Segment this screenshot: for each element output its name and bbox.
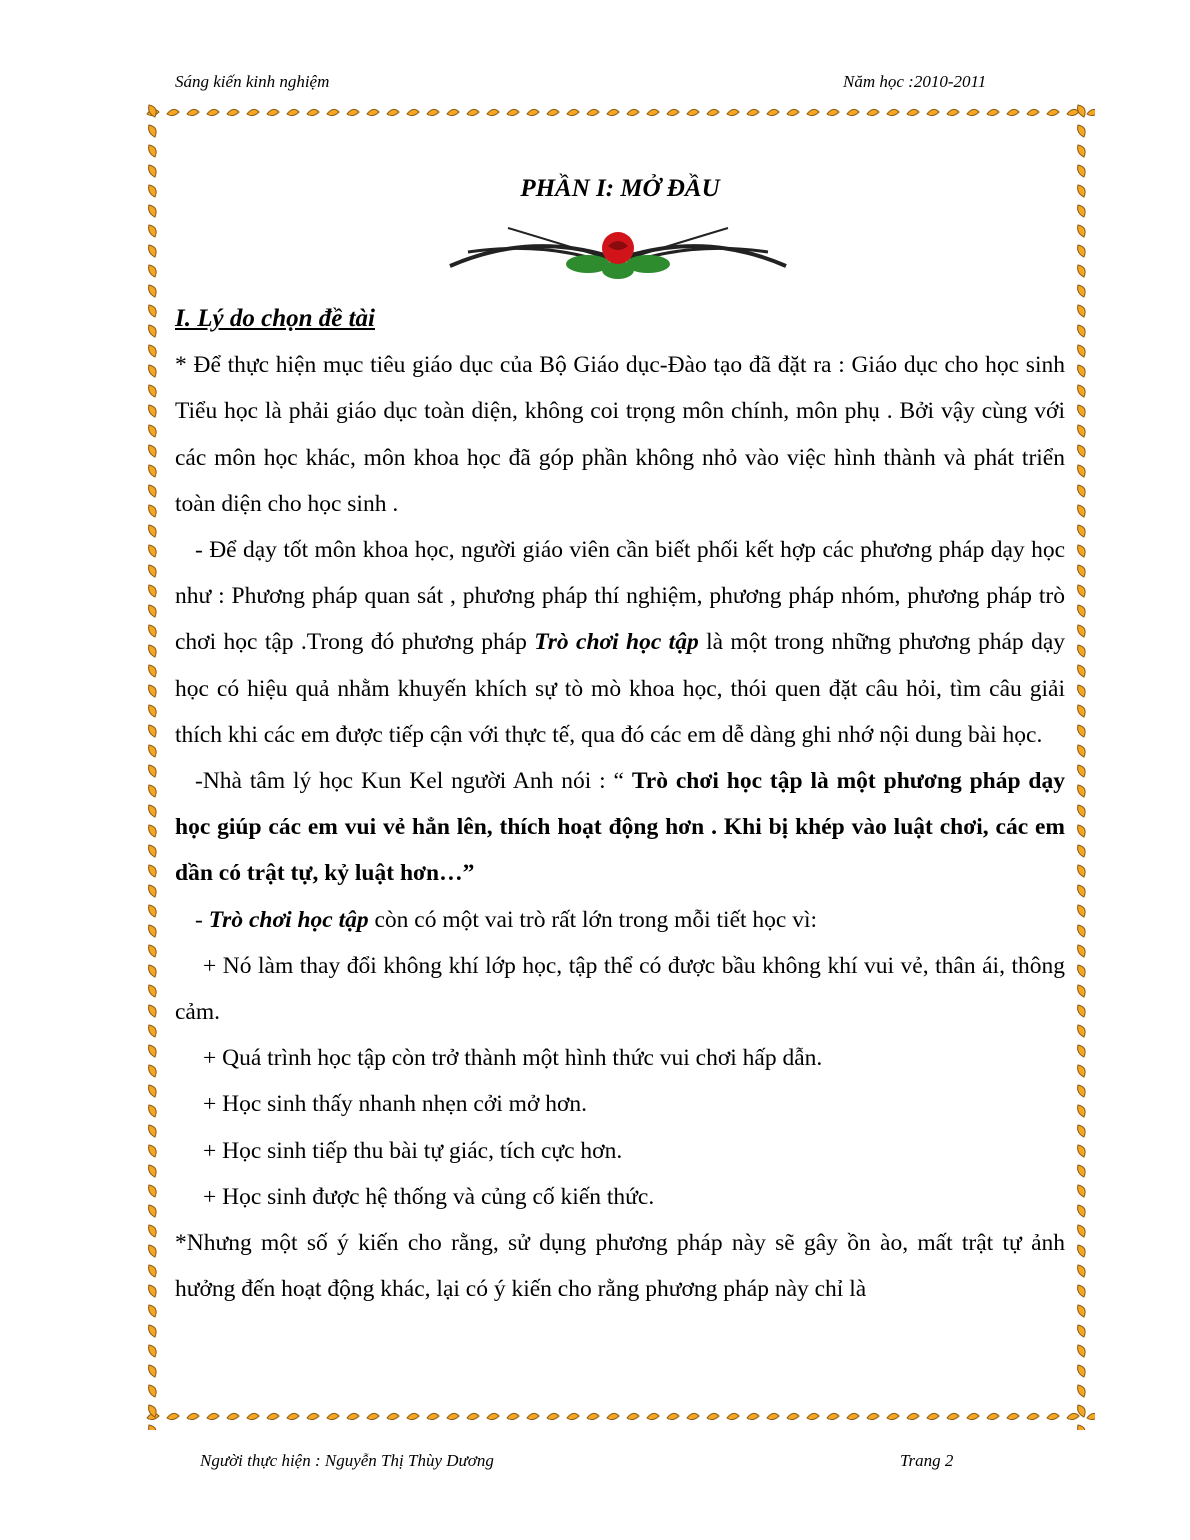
- border-top: [143, 100, 1095, 126]
- main-content: [175, 296, 1065, 1312]
- paragraph-10: *Nhưng một số ý kiến cho rằng, sử dụng phương pháp này sẽ gây ồn ào, mất trật tự ảnh hưởng đến hoạt động khác, lại có ý kiến cho rằng phương pháp này chỉ là: [175, 1230, 1065, 1303]
- page-title: PHẦN I: MỞ ĐẦU: [520, 175, 720, 202]
- paragraph-1: * Để thực hiện mục tiêu giáo dục của Bộ Giáo dục-Đào tạo đã đặt ra : Giáo dục cho học sinh Tiểu học là phải giáo dục toàn diện, không coi trọng môn chính, môn phụ . Bởi vậy cùng với các môn học khác, môn khoa học đã góp phần không nhỏ vào việc hình thành và phát triển toàn diện cho học sinh .: [175, 352, 1065, 517]
- paragraph-4-text-b: còn có một vai trò rất lớn trong mỗi tiết học vì:: [368, 906, 818, 933]
- list-item-1: + Nó làm thay đổi không khí lớp học, tập thể có được bầu không khí vui vẻ, thân ái, thông cảm.: [175, 952, 1065, 1026]
- paragraph-4-emphasis: Trò chơi học tập: [208, 906, 369, 933]
- paragraph-2: [175, 527, 1065, 758]
- border-bottom: [143, 1404, 1095, 1430]
- paragraph-2-emphasis: Trò chơi học tập: [534, 629, 699, 656]
- list-item-2: + Quá trình học tập còn trở thành một hình thức vui chơi hấp dẫn.: [203, 1045, 823, 1072]
- footer-author: Người thực hiện : Nguyễn Thị Thùy Dương: [200, 1451, 494, 1470]
- border-right: [1072, 100, 1096, 1430]
- list-item-3: + Học sinh thấy nhanh nhẹn cởi mở hơn.: [203, 1091, 588, 1118]
- paragraph-2-text-a: - Để dạy tốt môn khoa học, người giáo viên cần biết phối kết hợp các phương pháp dạy học như : Phương pháp quan sát , phương pháp thí nghiệm, phương pháp nhóm, phương pháp trò chơi học tập .Trong đó phương pháp: [175, 537, 1065, 656]
- paragraph-2-text-b: là một trong những phương pháp dạy học có hiệu quả nhằm khuyến khích sự tò mò khoa học, thói quen đặt câu hỏi, tìm câu giải thích khi các em được tiếp cận với thực tế, qua đó các em dễ dàng ghi nhớ nội dung bài học.: [175, 629, 1065, 748]
- footer-page-number: Trang 2: [900, 1451, 954, 1470]
- border-left: [143, 100, 167, 1430]
- list-item-4: + Học sinh tiếp thu bài tự giác, tích cực hơn.: [203, 1137, 623, 1164]
- section-heading: I. Lý do chọn đề tài: [175, 305, 375, 332]
- header-left: Sáng kiến kinh nghiệm: [175, 72, 330, 91]
- paragraph-4: [175, 897, 1065, 943]
- paragraph-3-bold-quote: Trò chơi học tập là một phương pháp dạy học giúp các em vui vẻ hẳn lên, thích hoạt động hơn . Khi bị khép vào luật chơi, các em dần có trật tự, kỷ luật hơn…”: [175, 768, 1065, 887]
- paragraph-3-quote: [175, 758, 1065, 897]
- paragraph-4-text-a: -: [195, 906, 209, 933]
- paragraph-3-text-a: -Nhà tâm lý học Kun Kel người Anh nói : “: [195, 768, 632, 795]
- header-right: Năm học :2010-2011: [843, 72, 987, 91]
- rose-ornament-icon: [448, 222, 788, 282]
- list-item-5: + Học sinh được hệ thống và củng cố kiến thức.: [203, 1183, 655, 1210]
